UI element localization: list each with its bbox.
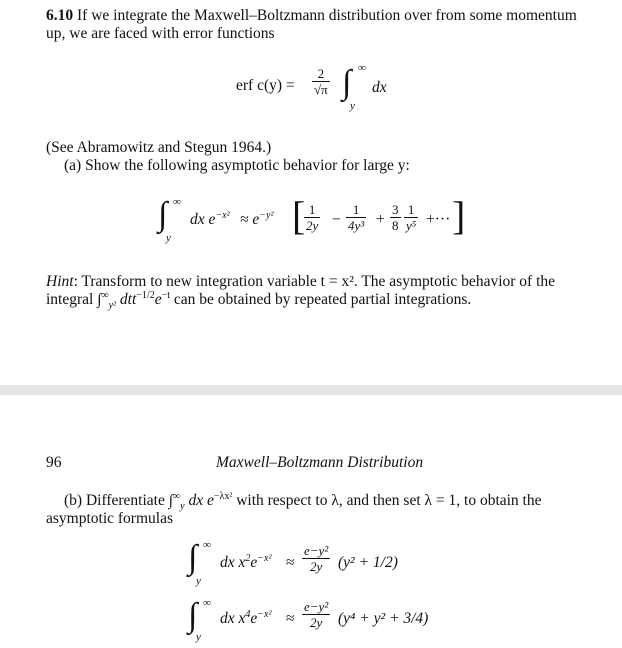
erfc-dx: dx — [372, 79, 387, 96]
erfc-fraction: $\frac{2}{√\pi}$ — [314, 66, 328, 97]
part-a: (a) Show the following asymptotic behavior for large y: — [64, 157, 410, 174]
problem-number: 6.10 — [46, 7, 74, 24]
hint-line2: integral $\int^\infty_{y^2}$ $dtt^{-1/2}e^{-t}$ can be obtained by repeated partial integrations. — [46, 289, 472, 312]
page-divider — [0, 385, 622, 395]
hint-line1: Hint: Transform to new integration variable t = x². The asymptotic behavior of the — [46, 273, 556, 290]
page-number: 96 — [46, 454, 62, 471]
asym-term2: $\frac{1}{\text{4y³}}$ — [348, 202, 365, 233]
asym-term3a: $\frac{3}{8}$ — [392, 202, 399, 233]
asym-lower-limit: y — [166, 232, 171, 244]
part-b-line1: (b) Differentiate $\int^\infty_y$ dx $e^{-\lambda x^2}$ with respect to λ, and then set λ = 1, to obtain the — [64, 490, 542, 513]
f1-approx: ≈ — [286, 554, 295, 571]
hint-label: Hint — [46, 273, 74, 290]
erfc-lower-limit: y — [350, 100, 355, 112]
problem-intro-line1: 6.10 If we integrate the Maxwell–Boltzmann distribution over from some momentum — [46, 7, 577, 24]
asym-term3b: $\frac{1}{\text{y⁵}}$ — [406, 202, 417, 233]
f1-rest: (y² + 1/2) — [338, 554, 398, 571]
asym-plus: + — [376, 211, 385, 228]
page-bottom — [0, 395, 622, 648]
f2-fraction: $\frac{\text{e−y²}}{2y}$ — [304, 599, 329, 630]
f2-upper-limit: ∞ — [203, 597, 211, 609]
f1-integral-sign: ∫ — [188, 539, 198, 576]
asym-integral-sign: ∫ — [158, 196, 168, 233]
part-b-line2: asymptotic formulas — [46, 510, 173, 527]
reference: (See Abramowitz and Stegun 1964.) — [46, 139, 272, 156]
f2-lower-limit: y — [196, 631, 201, 643]
running-title: Maxwell–Boltzmann Distribution — [216, 454, 424, 471]
problem-intro-line2: up, we are faced with error functions — [46, 25, 275, 42]
asym-minus: − — [332, 211, 341, 228]
asym-upper-limit: ∞ — [173, 196, 181, 208]
f2-integral-sign: ∫ — [188, 597, 198, 634]
f1-integrand: dx $x^2e^{-x^2}$ — [220, 552, 272, 571]
asym-plus-dots: +··· — [426, 211, 451, 228]
erfc-lhs: erf c(y) = — [236, 77, 295, 94]
asym-integrand: dx $e^{-x^2}$ — [190, 209, 230, 228]
f1-fraction: $\frac{\text{e−y²}}{2y}$ — [304, 543, 329, 574]
erfc-upper-limit: ∞ — [358, 62, 366, 74]
asym-term1: $\frac{1}{2y}$ — [306, 202, 319, 233]
erfc-integral-sign: ∫ — [342, 64, 352, 101]
f1-upper-limit: ∞ — [203, 539, 211, 551]
f1-lower-limit: y — [196, 575, 201, 587]
asym-approx: ≈ $e^{-y^2}$ — [240, 209, 274, 228]
right-bracket: ] — [452, 193, 466, 238]
left-bracket: [ — [292, 193, 306, 238]
f2-rest: (y⁴ + y² + 3/4) — [338, 610, 429, 627]
f2-integrand: dx $x^4e^{-x^2}$ — [220, 608, 272, 627]
f2-approx: ≈ — [286, 610, 295, 627]
